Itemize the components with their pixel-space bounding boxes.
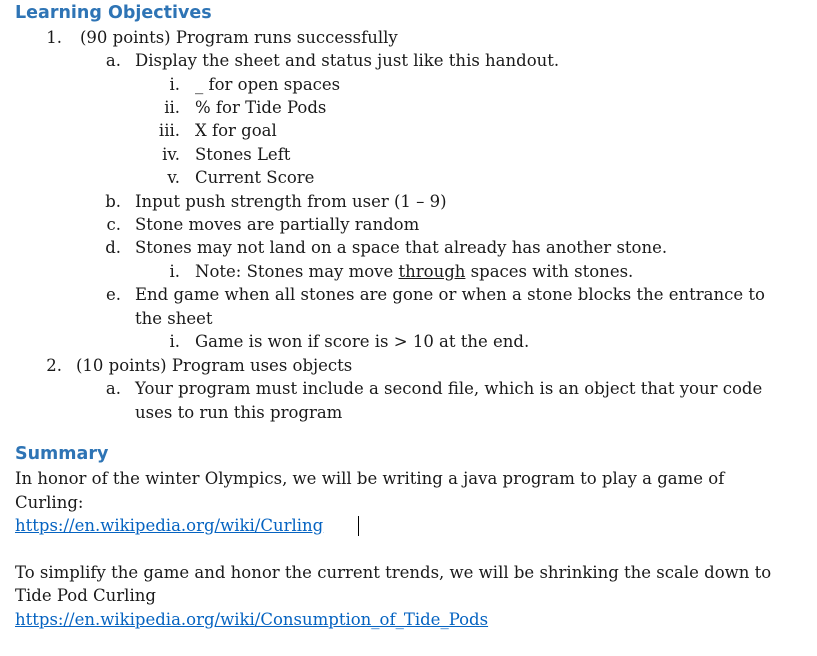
list-item-text: Stones Left [195, 145, 291, 164]
list-marker: b. [105, 192, 121, 211]
summary-paragraph-line: To simplify the game and honor the current trends, we will be shrinking the scale down to [15, 563, 772, 582]
summary-paragraph-line: Curling: [15, 493, 84, 512]
list-item-text: _ for open spaces [195, 75, 341, 94]
list-marker: a. [105, 51, 121, 70]
list-marker: i. [169, 262, 180, 281]
summary-heading: Summary [15, 444, 109, 464]
note-suffix: spaces with stones. [465, 262, 634, 281]
list-marker: i. [169, 332, 180, 351]
list-item-text-continued: the sheet [135, 309, 213, 328]
list-marker: d. [105, 238, 121, 257]
text-cursor [358, 516, 359, 536]
list-item-text: % for Tide Pods [195, 98, 327, 117]
list-item-text: (90 points) Program runs successfully [80, 28, 398, 47]
list-item-text: Game is won if score is > 10 at the end. [195, 332, 530, 351]
list-item-text: Current Score [195, 168, 315, 187]
list-item-text: Your program must include a second file, which is an object that your code [135, 379, 763, 398]
list-marker: c. [106, 215, 121, 234]
summary-paragraph-line: In honor of the winter Olympics, we will be writing a java program to play a game of [15, 469, 725, 488]
learning-objectives-heading: Learning Objectives [15, 3, 212, 23]
list-marker: v. [167, 168, 180, 187]
list-marker: e. [105, 285, 121, 304]
list-marker: a. [105, 379, 121, 398]
list-number: 2. [46, 356, 62, 375]
tide-pods-link[interactable]: https://en.wikipedia.org/wiki/Consumption_of_Tide_Pods [15, 610, 489, 629]
list-item-text: Input push strength from user (1 – 9) [135, 192, 447, 211]
list-marker: iv. [162, 145, 180, 164]
curling-link[interactable]: https://en.wikipedia.org/wiki/Curling [15, 516, 324, 535]
list-item-text-continued: uses to run this program [135, 403, 343, 422]
list-marker: ii. [164, 98, 180, 117]
list-marker: iii. [158, 121, 180, 140]
list-marker: i. [169, 75, 180, 94]
list-item-text: Stone moves are partially random [135, 215, 420, 234]
underlined-word: through [398, 262, 466, 281]
list-number: 1. [46, 28, 62, 47]
list-item-text [195, 261, 633, 283]
list-item-text: End game when all stones are gone or when a stone blocks the entrance to [135, 285, 765, 304]
list-item-text: X for goal [195, 121, 277, 140]
summary-paragraph-line: Tide Pod Curling [15, 586, 156, 605]
note-prefix: Note: Stones may move [195, 262, 399, 281]
list-item-text: Stones may not land on a space that already has another stone. [135, 238, 668, 257]
list-item-text: Display the sheet and status just like this handout. [135, 51, 560, 70]
list-item-text: (10 points) Program uses objects [76, 356, 353, 375]
